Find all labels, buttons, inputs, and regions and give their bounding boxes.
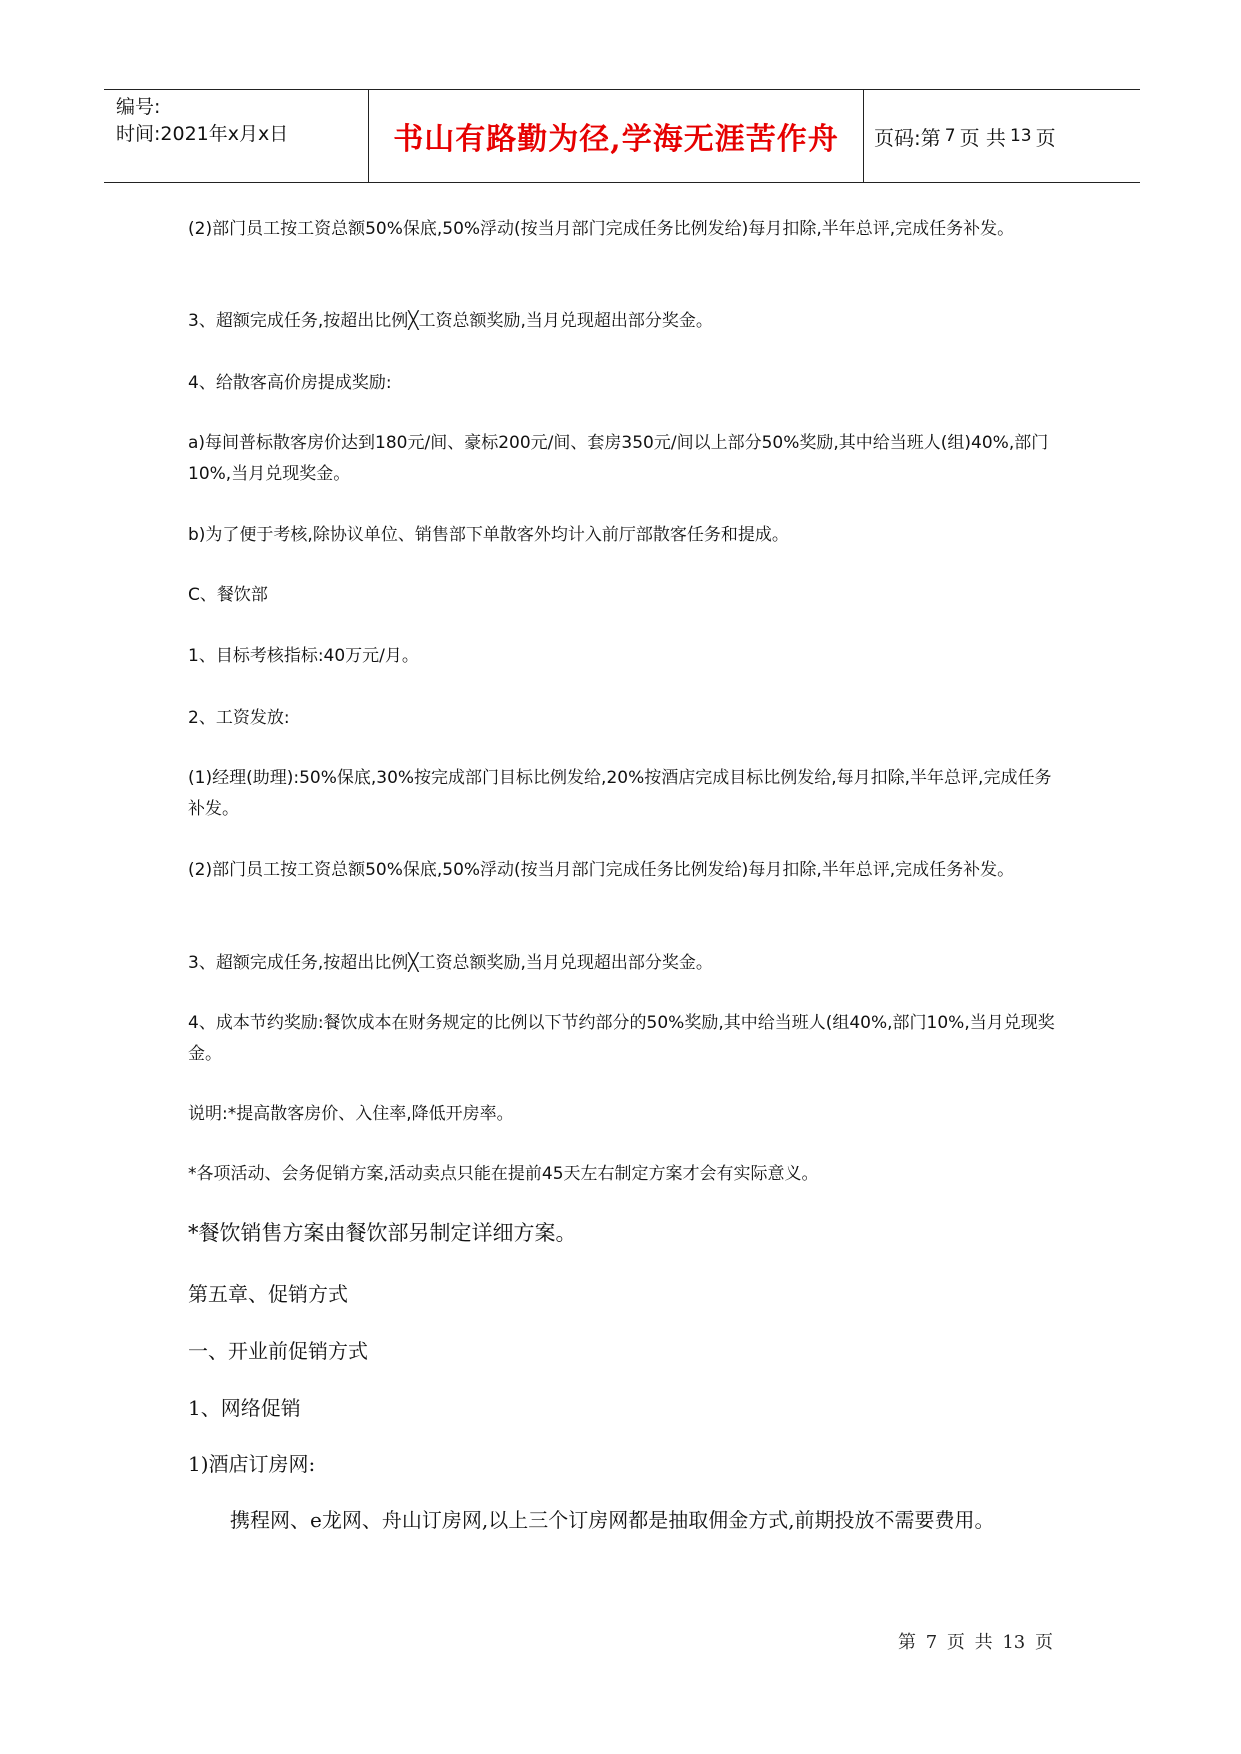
section-heading: 一、开业前促销方式 [188,1339,368,1363]
page-prefix: 页码:第 [874,125,941,150]
paragraph: *餐饮销售方案由餐饮部另制定详细方案。 [188,1221,577,1245]
subsection-heading: 1、网络促销 [188,1396,301,1420]
header-divider [863,90,864,182]
paragraph: 携程网、e龙网、舟山订房网,以上三个订房网都是抽取佣金方式,前期投放不需要费用。 [230,1508,995,1532]
paragraph: 4、成本节约奖励:餐饮成本在财务规定的比例以下节约部分的50%奖励,其中给当班人(组40%,部门10%,当月兑现奖金。 [188,1013,1055,1064]
paragraph: *各项活动、会务促销方案,活动卖点只能在提前45天左右制定方案才会有实际意义。 [188,1164,819,1184]
page-total: 13 [1009,126,1032,146]
paragraph: 1)酒店订房网: [188,1452,316,1476]
number-label: 编号: [116,96,161,118]
paragraph: 3、超额完成任务,按超出比例╳工资总额奖励,当月兑现超出部分奖金。 [188,953,713,973]
paragraph: (2)部门员工按工资总额50%保底,50%浮动(按当月部门完成任务比例发给)每月扣除,半年总评,完成任务补发。 [188,219,1015,239]
paragraph: 说明:*提高散客房价、入住率,降低开房率。 [188,1104,514,1124]
header-divider [368,90,369,182]
paragraph: (2)部门员工按工资总额50%保底,50%浮动(按当月部门完成任务比例发给)每月扣除,半年总评,完成任务补发。 [188,860,1015,880]
time-label: 时间:2021年x月x日 [116,123,289,145]
page-mid: 页 共 [959,125,1006,150]
page-num: 7 [944,126,956,146]
chapter-heading: 第五章、促销方式 [188,1282,348,1306]
paragraph: 3、超额完成任务,按超出比例╳工资总额奖励,当月兑现超出部分奖金。 [188,311,713,331]
page-suffix: 页 [1035,125,1056,150]
paragraph: b)为了便于考核,除协议单位、销售部下单散客外均计入前厅部散客任务和提成。 [188,525,789,545]
header-motto: 书山有路勤为径,学海无涯苦作舟 [393,122,839,157]
paragraph: a)每间普标散客房价达到180元/间、豪标200元/间、套房350元/间以上部分50%奖励,其中给当班人(组)40%,部门10%,当月兑现奖金。 [188,433,1049,484]
paragraph: (1)经理(助理):50%保底,30%按完成部门目标比例发给,20%按酒店完成目标比例发给,每月扣除,半年总评,完成任务补发。 [188,768,1052,819]
page-header [104,89,1140,183]
paragraph: 4、给散客高价房提成奖励: [188,373,392,393]
header-meta [116,94,366,148]
paragraph: 2、工资发放: [188,708,290,728]
header-page-number [874,90,1056,182]
page-footer: 第 7 页 共 13 页 [898,1632,1053,1653]
paragraph: C、餐饮部 [188,585,268,605]
paragraph: 1、目标考核指标:40万元/月。 [188,646,419,666]
